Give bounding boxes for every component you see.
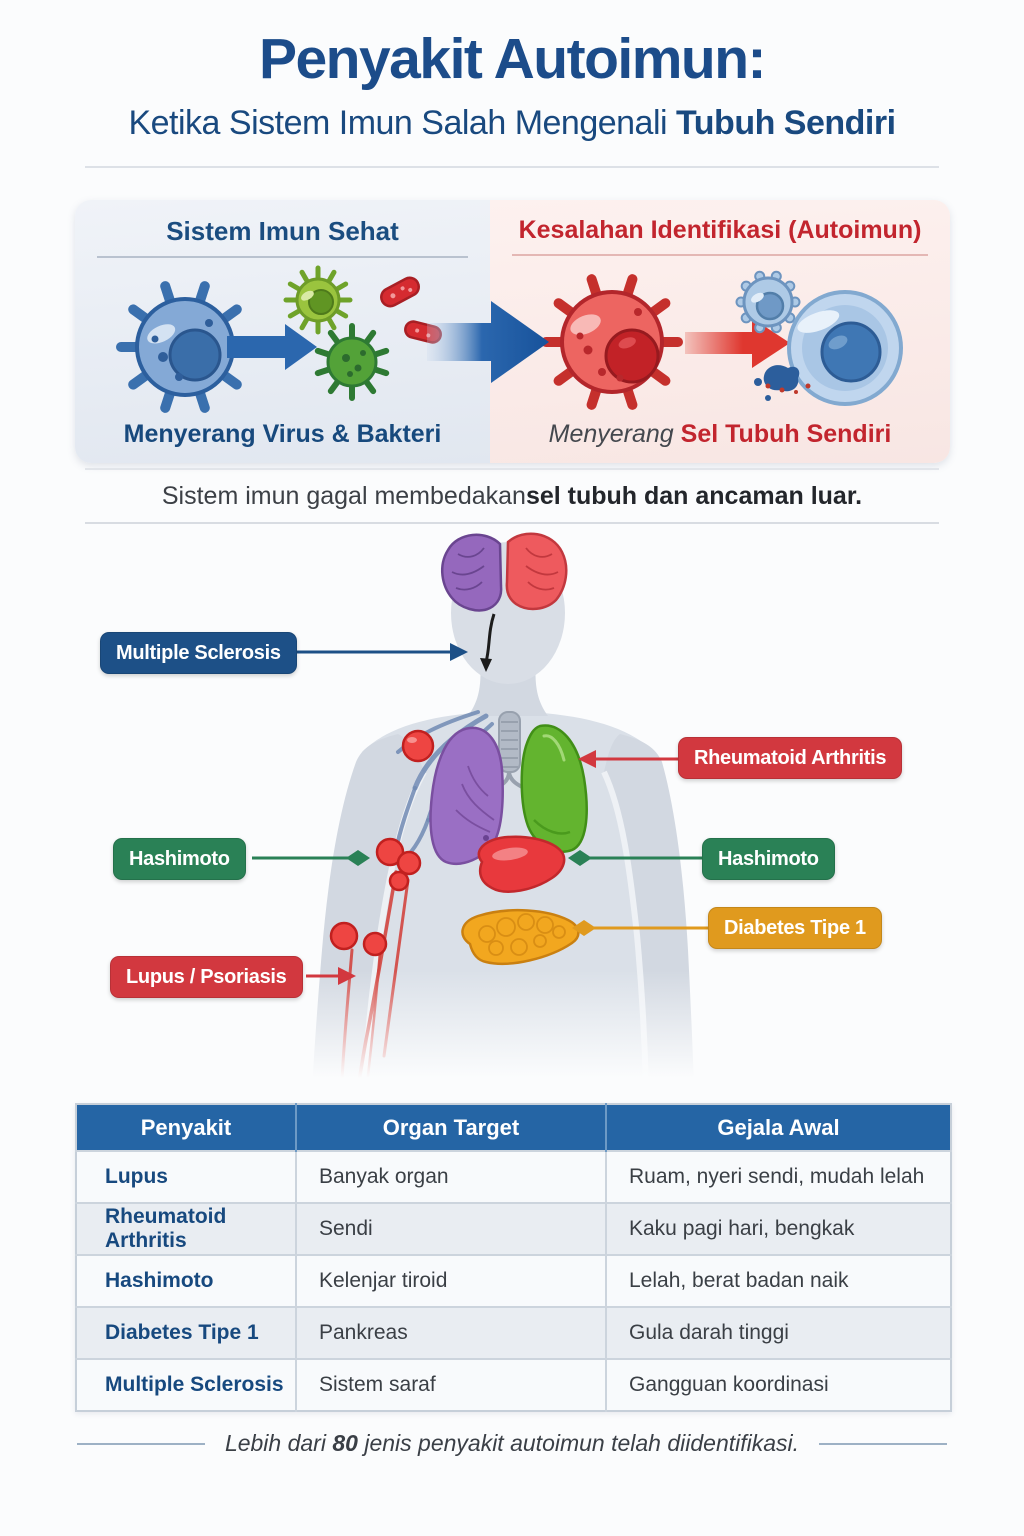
label-diabetes-tipe-1: Diabetes Tipe 1: [708, 907, 882, 949]
body-cell-icon: [737, 272, 800, 332]
table-cell: Hashimoto: [76, 1255, 296, 1307]
table-row: [76, 1203, 951, 1255]
autoimmune-panel: [490, 200, 950, 463]
footer-text: [225, 1430, 799, 1457]
transition-arrow-icon: [427, 295, 551, 389]
table-row: [76, 1151, 951, 1203]
table-cell: Gangguan koordinasi: [606, 1359, 951, 1411]
statement-text: Sistem imun gagal membedakan: [161, 481, 526, 510]
label-multiple-sclerosis: Multiple Sclerosis: [100, 632, 297, 674]
table-cell: Lelah, berat badan naik: [606, 1255, 951, 1307]
footer-divider-left: [77, 1443, 205, 1445]
footer-divider-right: [819, 1443, 947, 1445]
attack-arrow-icon: [227, 324, 317, 370]
footer-count: 80: [332, 1430, 358, 1456]
virus-icon: [286, 268, 350, 332]
human-silhouette: [0, 520, 1024, 1090]
table-cell: Pankreas: [296, 1307, 606, 1359]
label-hashimoto-left: Hashimoto: [113, 838, 246, 880]
column-header-penyakit: Penyakit: [76, 1104, 296, 1151]
table-header-row: [76, 1104, 951, 1151]
table-cell: Banyak organ: [296, 1151, 606, 1203]
disease-table: [75, 1103, 952, 1412]
table-cell: Gula darah tinggi: [606, 1307, 951, 1359]
table-cell: Sistem saraf: [296, 1359, 606, 1411]
table-row: [76, 1307, 951, 1359]
header-divider: [85, 166, 939, 168]
caption-emphasis: Sel Tubuh Sendiri: [680, 420, 892, 448]
table-cell: Ruam, nyeri sendi, mudah lelah: [606, 1151, 951, 1203]
virus-icon: [318, 326, 386, 398]
column-header-gejala-awal: Gejala Awal: [606, 1104, 951, 1151]
statement-band: [85, 468, 939, 524]
caption-text: Menyerang: [548, 420, 681, 448]
autoimmune-cell-icon: [546, 279, 678, 405]
table-cell: Kelenjar tiroid: [296, 1255, 606, 1307]
footer-suffix: jenis penyakit autoimun telah diidentifikasi.: [357, 1430, 800, 1456]
label-lupus-psoriasis: Lupus / Psoriasis: [110, 956, 303, 998]
page-subtitle: [0, 104, 1024, 143]
table-row: [76, 1359, 951, 1411]
table-cell: Lupus: [76, 1151, 296, 1203]
table-cell: Diabetes Tipe 1: [76, 1307, 296, 1359]
label-rheumatoid-arthritis: Rheumatoid Arthritis: [678, 737, 902, 779]
subtitle-emphasis: Tubuh Sendiri: [676, 104, 896, 142]
statement-emphasis: sel tubuh dan ancaman luar.: [525, 481, 863, 510]
subtitle-text: Ketika Sistem Imun Salah Mengenali: [128, 104, 677, 142]
autoimmune-panel-title: Kesalahan Identifikasi (Autoimun): [512, 216, 928, 256]
table-cell: Multiple Sclerosis: [76, 1359, 296, 1411]
table-cell: Kaku pagi hari, bengkak: [606, 1203, 951, 1255]
healthy-panel-caption: Menyerang Virus & Bakteri: [123, 420, 442, 448]
footer-prefix: Lebih dari: [224, 1430, 333, 1456]
comparison-card: [75, 200, 950, 463]
healthy-panel-title: Sistem Imun Sehat: [97, 216, 468, 258]
bacteria-icon: [378, 275, 422, 310]
table-cell: Rheumatoid Arthritis: [76, 1203, 296, 1255]
table-cell: Sendi: [296, 1203, 606, 1255]
body-map: [0, 520, 1024, 1090]
table-row: [76, 1255, 951, 1307]
page-title: Penyakit Autoimun:: [258, 27, 766, 91]
label-hashimoto-right: Hashimoto: [702, 838, 835, 880]
column-header-organ-target: Organ Target: [296, 1104, 606, 1151]
footer-note: [0, 1430, 1024, 1457]
autoimmune-panel-caption: [490, 420, 950, 449]
